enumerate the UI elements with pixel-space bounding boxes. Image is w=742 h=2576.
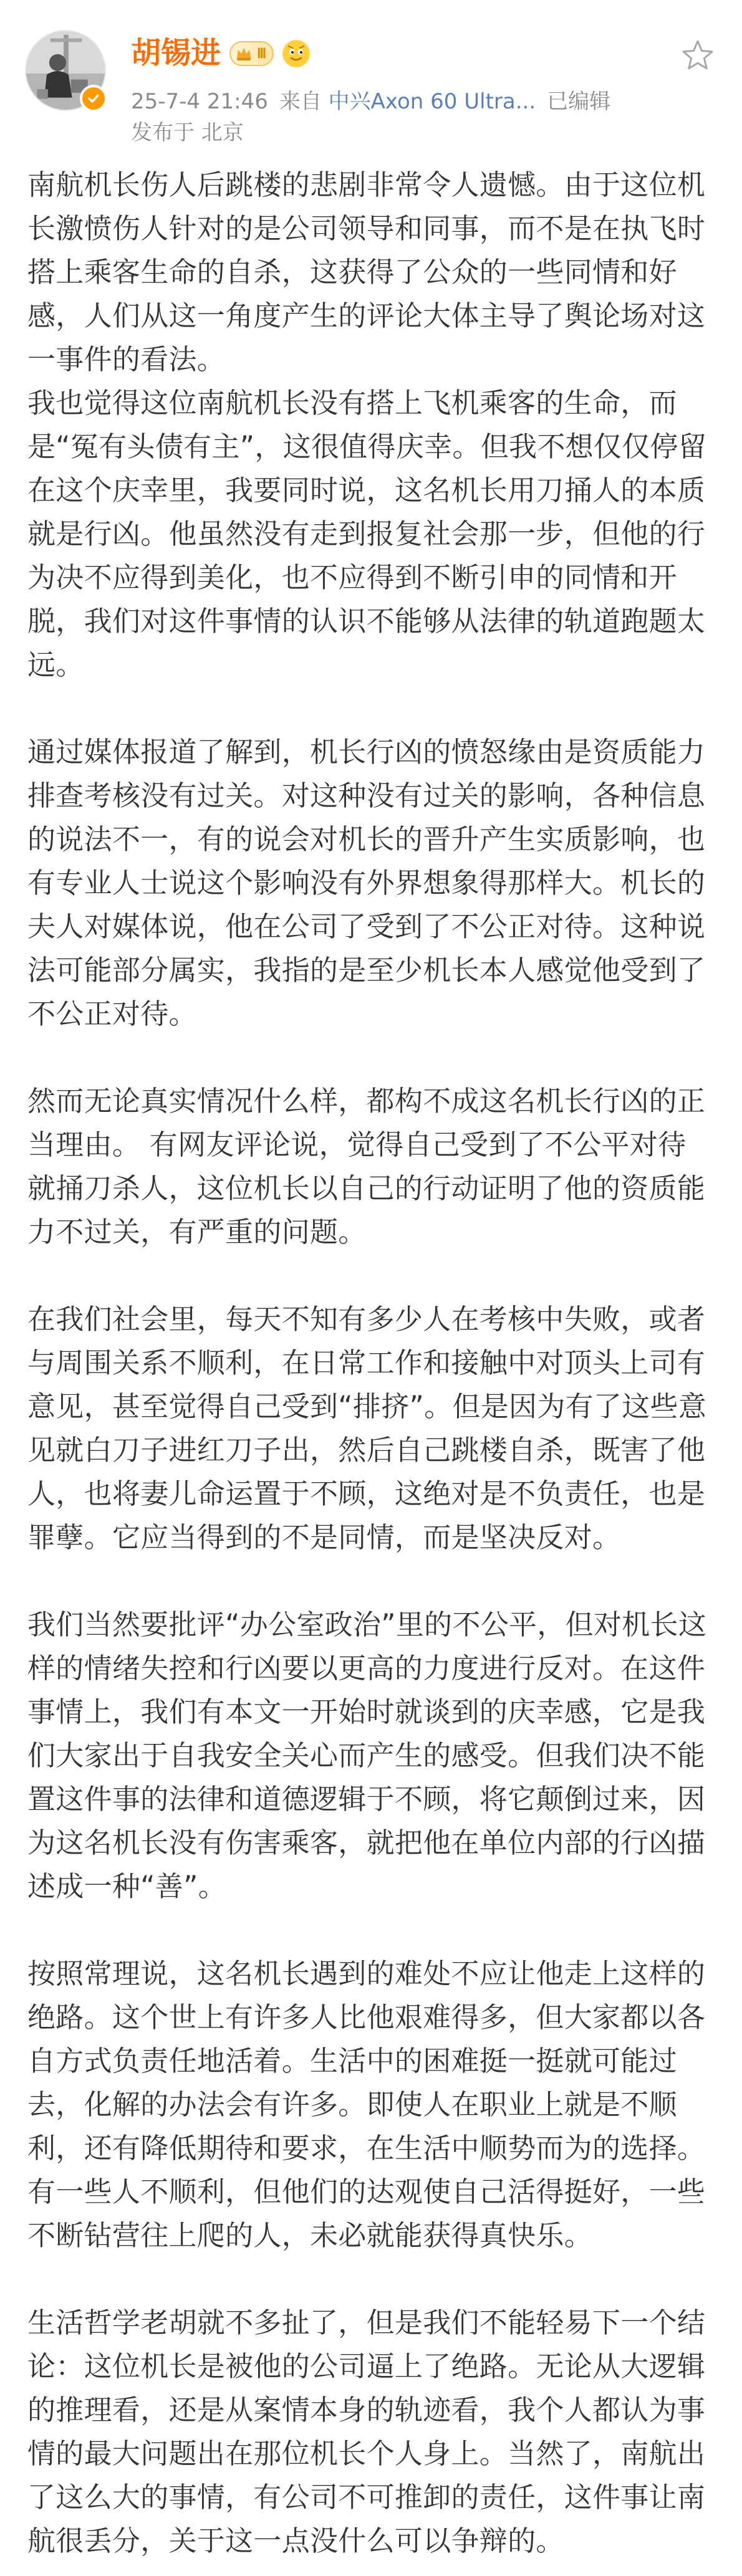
source-prefix: 来自 — [279, 89, 322, 114]
crown-icon — [234, 44, 253, 63]
verified-badge-icon — [80, 85, 107, 112]
post-paragraph-1: 南航机长伤人后跳楼的悲剧非常令人遗憾。由于这位机长激愤伤人针对的是公司领导和同事，而不是在执飞时搭上乘客生命的自杀，这获得了公众的一些同情和好感，人们从这一角度产生的评论大体主导了舆论场对这一事件的看法。 — [27, 168, 706, 376]
post-timestamp: 25-7-4 21:46 — [131, 89, 268, 114]
paragraph-spacer — [27, 1559, 713, 1603]
post-paragraph-5: 在我们社会里，每天不知有多少人在考核中失败，或者与周围关系不顺利，在日常工作和接触中对顶头上司有意见，甚至觉得自己受到“排挤”。但是因为有了这些意见就白刀子进红刀子出，然后自己跳楼自杀，既害了他人，也将妻儿命运置于不顾，这绝对是不负责任，也是罪孽。它应当得到的不是同情，而是坚决反对。 — [27, 1303, 707, 1554]
avatar-container[interactable] — [25, 30, 106, 111]
favorite-button[interactable] — [678, 36, 717, 75]
edited-label[interactable]: 已编辑 — [547, 89, 611, 114]
vip-badge[interactable] — [229, 41, 274, 66]
paragraph-spacer — [27, 1254, 713, 1298]
paragraph-spacer — [27, 2258, 713, 2301]
star-outline-icon — [680, 38, 715, 73]
name-row — [131, 32, 667, 75]
post-body — [27, 163, 713, 2563]
paragraph-spacer — [27, 1036, 713, 1080]
post-paragraph-3: 通过媒体报道了解到，机长行凶的愤怒缘由是资质能力排查考核没有过关。对这种没有过关的影响，各种信息的说法不一，有的说会对机长的晋升产生实质影响，也有专业人士说这个影响没有外界想象得那样大。机长的夫人对媒体说，他在公司了受到了不公正对待。这种说法可能部分属实，我指的是至少机长本人感觉他受到了不公正对待。 — [27, 735, 706, 1030]
author-name[interactable]: 胡锡进 — [131, 37, 221, 70]
paragraph-spacer — [27, 1908, 713, 1952]
user-info — [131, 32, 667, 163]
post-meta — [131, 86, 667, 117]
paragraph-spacer — [27, 687, 713, 730]
post-paragraph-4: 然而无论真实情况什么样，都构不成这名机长行凶的正当理由。 有网友评论说，觉得自己受到了不公平对待就捅刀杀人，这位机长以自己的行动证明了他的资质能力不过关，有严重的问题。 — [27, 1085, 706, 1248]
post-location: 发布于 北京 — [131, 120, 244, 145]
device-link[interactable]: 中兴Axon 60 Ultra... — [328, 89, 536, 114]
vip-level: Ⅲ — [257, 45, 267, 61]
post-paragraph-2: 我也觉得这位南航机长没有搭上飞机乘客的生命，而是“冤有头债有主”，这很值得庆幸。但我不想仅仅停留在这个庆幸里，我要同时说，这名机长用刀捅人的本质就是行凶。他虽然没有走到报复社会那一步，但他的行为决不应得到美化，也不应得到不断引申的同情和开脱，我们对这件事情的认识不能够从法律的轨道跑题太远。 — [27, 386, 707, 681]
post-paragraph-7: 按照常理说，这名机长遇到的难处不应让他走上这样的绝路。这个世上有许多人比他艰难得多，但大家都以各自方式负责任地活着。生活中的困难挺一挺就可能过去，化解的办法会有许多。即使人在职业上就是不顺利，还有降低期待和要求，在生活中顺势而为的选择。有一些人不顺利，但他们的达观使自己活得挺好，一些不断钻营往上爬的人，未必就能获得真快乐。 — [27, 1957, 706, 2252]
post-paragraph-8: 生活哲学老胡就不多扯了，但是我们不能轻易下一个结论：这位机长是被他的公司逼上了绝路。无论从大逻辑的推理看，还是从案情本身的轨迹看，我个人都认为事情的最大问题出在那位机长个人身上。当然了，南航出了这么大的事情，有公司不可推卸的责任，这件事让南航很丢分，关于这一点没什么可以争辩的。 — [27, 2306, 706, 2557]
emoji-badge-icon[interactable] — [282, 40, 310, 67]
post-header — [25, 30, 717, 155]
post-paragraph-6: 我们当然要批评“办公室政治”里的不公平，但对机长这样的情绪失控和行凶要以更高的力度进行反对。在这件事情上，我们有本文一开始时就谈到的庆幸感，它是我们大家出于自我安全关心而产生的感受。但我们决不能置这件事的法律和道德逻辑于不顾，将它颠倒过来，因为这名机长没有伤害乘客，就把他在单位内部的行凶描述成一种“善”。 — [27, 1608, 707, 1903]
